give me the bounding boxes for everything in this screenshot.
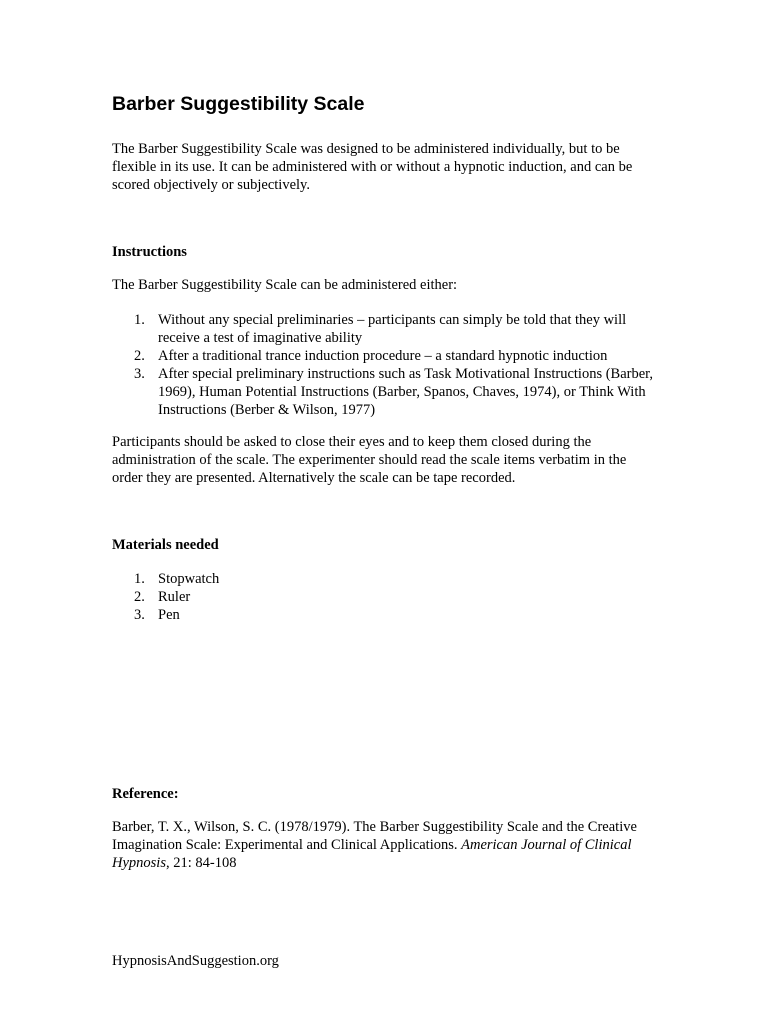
list-number: 2. xyxy=(134,348,145,364)
list-number: 3. xyxy=(134,366,145,382)
instructions-closing: Participants should be asked to close their eyes and to keep them closed during the administration of the scale. The experimenter should read the scale items verbatim in the order they are presented. Alternatively the scale can be tape recorded. xyxy=(112,434,627,486)
list-item-text: Stopwatch xyxy=(158,571,220,587)
list-item-text: Without any special preliminaries – participants can simply be told that they will receive a test of imaginative ability xyxy=(158,312,627,346)
citation-suffix: , 21: 84-108 xyxy=(165,855,237,871)
list-number: 1. xyxy=(134,312,145,328)
citation-text: Barber, T. X., Wilson, S. C. (1978/1979). The Barber Suggestibility Scale and the Creative Imagination Scale: Experimental and Clinical Applications. xyxy=(112,819,637,853)
list-item xyxy=(112,347,657,365)
list-item-text: After special preliminary instructions such as Task Motivational Instructions (Barber, 1969), Human Potential Instructions (Barber, Spanos, Chaves, 1974), or Think With Instructions (Berber & Wilson, 1977) xyxy=(158,366,654,418)
instructions-lead: The Barber Suggestibility Scale can be administered either: xyxy=(112,277,458,293)
list-item-text: Ruler xyxy=(158,589,191,605)
journal-title: American Journal of Clinical Hypnosis xyxy=(112,837,632,871)
list-item xyxy=(112,570,657,588)
list-item xyxy=(112,311,657,347)
reference-heading: Reference: xyxy=(112,786,179,802)
list-item xyxy=(112,588,657,606)
list-item-text: Pen xyxy=(158,607,180,623)
list-number: 2. xyxy=(134,589,145,605)
page-title: Barber Suggestibility Scale xyxy=(112,93,365,115)
list-number: 3. xyxy=(134,607,145,623)
intro-paragraph: The Barber Suggestibility Scale was designed to be administered individually, but to be flexible in its use. It can be administered with or without a hypnotic induction, and can be scored objectively or subjectively. xyxy=(112,141,633,193)
list-item xyxy=(112,606,657,624)
instructions-list xyxy=(112,311,657,419)
list-item-text: After a traditional trance induction procedure – a standard hypnotic induction xyxy=(158,348,608,364)
footer-site-name: HypnosisAndSuggestion.org xyxy=(112,953,279,969)
reference-citation xyxy=(112,818,657,872)
list-item xyxy=(112,365,657,419)
list-number: 1. xyxy=(134,571,145,587)
instructions-heading: Instructions xyxy=(112,244,187,260)
materials-heading: Materials needed xyxy=(112,537,219,553)
materials-list xyxy=(112,570,657,624)
